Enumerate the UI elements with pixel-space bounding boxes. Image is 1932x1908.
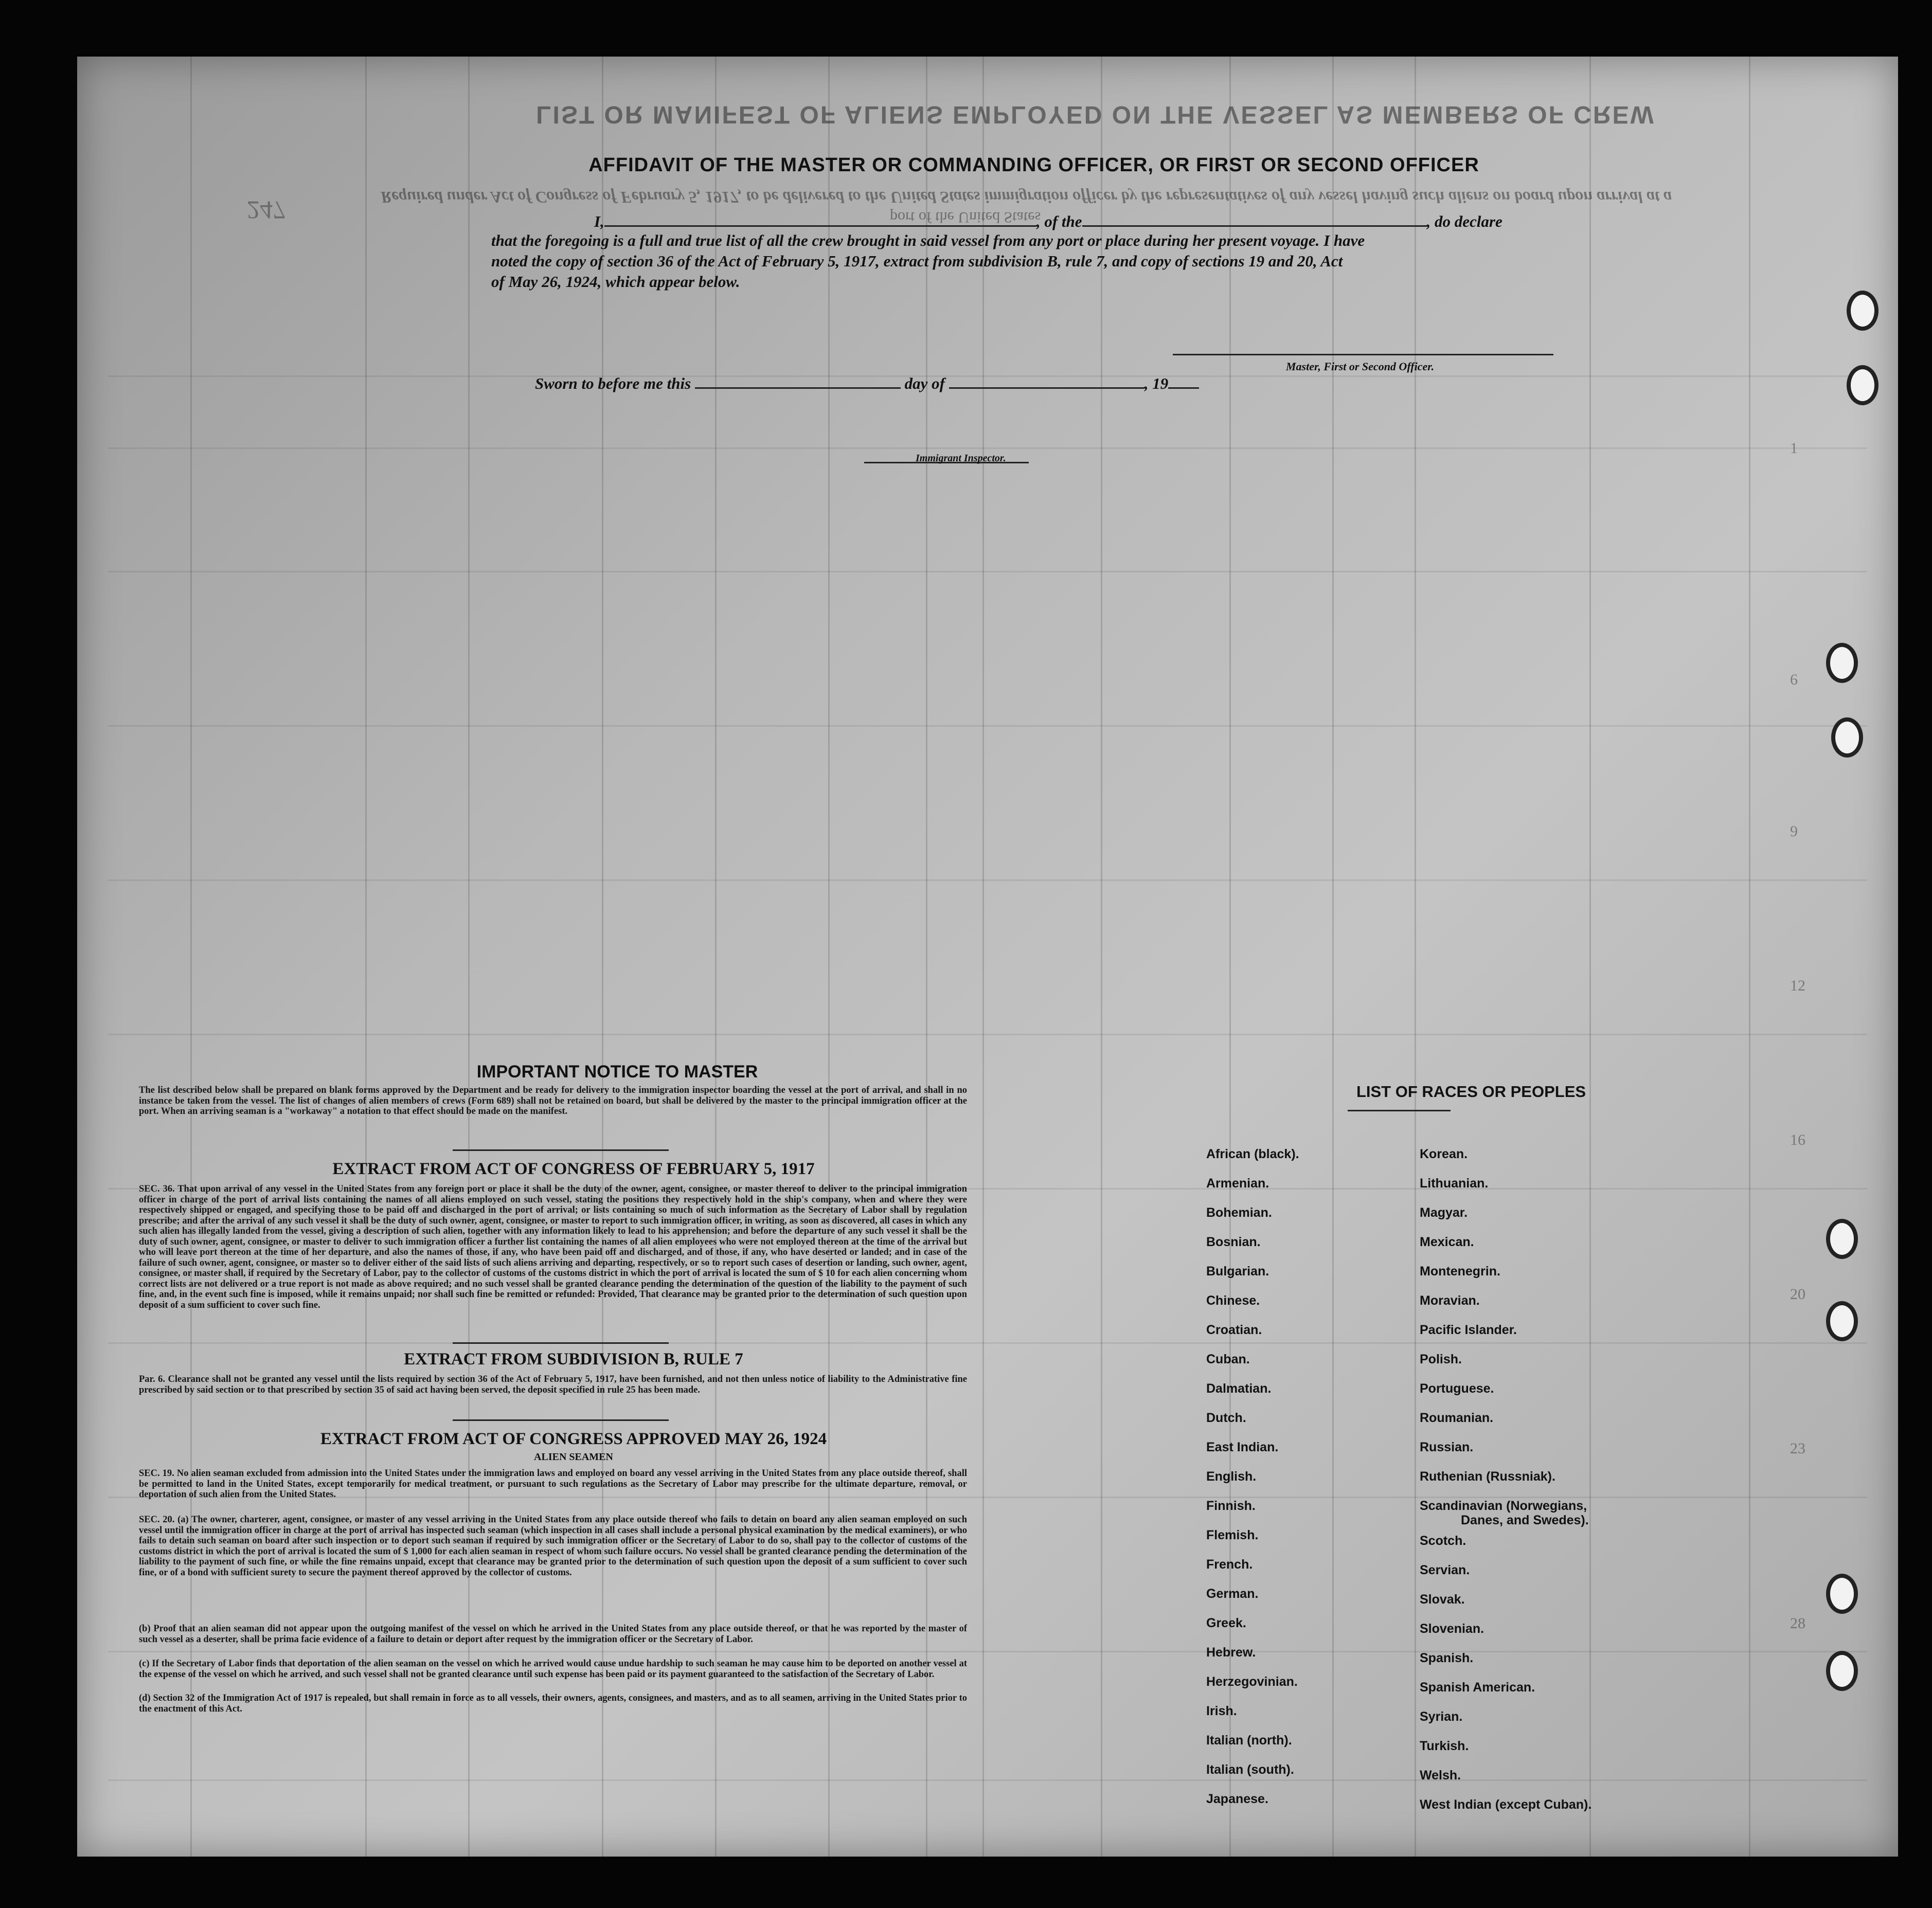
mirrored-port-line: port of the United States xyxy=(890,209,1041,226)
race-item: Magyar. xyxy=(1420,1205,1468,1220)
sworn-month-field[interactable] xyxy=(949,373,1144,389)
ghost-row-number: 9 xyxy=(1790,823,1798,840)
race-item: Servian. xyxy=(1420,1563,1470,1577)
race-item: Pacific Islander. xyxy=(1420,1323,1517,1337)
affidavit-of-the: , of the xyxy=(1036,212,1082,230)
affidavit-line-4: of May 26, 1924, which appear below. xyxy=(491,273,740,291)
sworn-day-field[interactable] xyxy=(695,373,901,389)
affidavit-title: AFFIDAVIT OF THE MASTER OR COMMANDING OFFICER, OR FIRST OR SECOND OFFICER xyxy=(588,154,1479,176)
race-item: Danes, and Swedes). xyxy=(1461,1513,1589,1527)
race-item: African (black). xyxy=(1206,1147,1299,1161)
grid-line xyxy=(108,571,1867,572)
grid-line xyxy=(1101,57,1102,1857)
vessel-name-field[interactable] xyxy=(1082,211,1427,227)
notice-body: The list described below shall be prepared on blank forms approved by the Department and be ready for delivery to the immigration inspector boarding the vessel at the port of arrival, and shall in no instance be taken from the vessel. The list of changes of alien members of crews (Form 689) shall not be retained on board, but shall be delivered by the master to the principal immigration officer at the port. When an arriving seaman is a "workaway" a notation to that effect should be made on the manifest. xyxy=(139,1085,967,1117)
grid-line xyxy=(926,57,927,1857)
punch-hole-icon xyxy=(1847,365,1879,405)
affidavit-declare: , do declare xyxy=(1426,212,1502,230)
section-divider xyxy=(453,1149,669,1151)
race-item: Roumanian. xyxy=(1420,1411,1494,1425)
race-item: Flemish. xyxy=(1206,1528,1259,1542)
race-item: Herzegovinian. xyxy=(1206,1675,1298,1689)
race-item: Cuban. xyxy=(1206,1352,1250,1366)
punch-hole-icon xyxy=(1826,643,1858,683)
race-item: Spanish American. xyxy=(1420,1680,1535,1695)
race-item: West Indian (except Cuban). xyxy=(1420,1797,1592,1812)
affidavit-line-2: that the foregoing is a full and true list of all the crew brought in said vessel from any port or place during her present voyage. I have xyxy=(491,231,1365,249)
section-divider xyxy=(453,1342,669,1344)
ghost-row-number: 12 xyxy=(1790,977,1805,994)
race-item: Montenegrin. xyxy=(1420,1264,1500,1279)
sworn-line xyxy=(535,373,1199,393)
grid-line xyxy=(982,57,984,1857)
race-item: Dalmatian. xyxy=(1206,1381,1272,1396)
races-title: LIST OF RACES OR PEOPLES xyxy=(1356,1083,1586,1101)
extract-1924-sec19: SEC. 19. No alien seaman excluded from admission into the United States under the immigration laws and employed on board any vessel arriving in the United States from any place outside thereof, shall be permitted to land in the United States, except temporarily for medical treatment, or pursuant to such regulations as the Secretary of Labor may prescribe for the ultimate departure, removal, or deportation of such alien from the United States. xyxy=(139,1468,967,1500)
grid-line xyxy=(602,57,603,1857)
race-item: Welsh. xyxy=(1420,1768,1461,1783)
race-item: Syrian. xyxy=(1420,1709,1463,1724)
race-item: Croatian. xyxy=(1206,1323,1262,1337)
page-number: 247 xyxy=(247,196,285,225)
punch-hole-icon xyxy=(1831,717,1863,758)
punch-hole-icon xyxy=(1826,1651,1858,1691)
grid-line xyxy=(1749,57,1750,1857)
day-of-text: day of xyxy=(904,374,945,392)
ghost-row-number: 1 xyxy=(1790,440,1798,457)
grid-line xyxy=(715,57,717,1857)
extract-rule7-title: EXTRACT FROM SUBDIVISION B, RULE 7 xyxy=(404,1350,743,1369)
race-item: Scandinavian (Norwegians, xyxy=(1420,1499,1587,1513)
year-prefix: , 19 xyxy=(1144,374,1169,392)
mirrored-manifest-title: LIST OR MANIFEST OF ALIENS EMPLOYED ON THE VESSEL AS MEMBERS OF CREW xyxy=(536,101,1655,128)
ghost-row-number: 6 xyxy=(1790,671,1798,688)
grid-line xyxy=(190,57,192,1857)
punch-hole-icon xyxy=(1847,291,1879,331)
inspector-caption: Immigrant Inspector. xyxy=(916,453,1006,464)
extract-1924-sec20a: SEC. 20. (a) The owner, charterer, agent, consignee, or master of any vessel arriving in the United States from any place outside thereof who fails to detain on board any alien seaman employed on such vessel until the immigration officer in charge at the port of arrival has inspected such seaman (which inspection in all cases shall include a personal physical examination by the medical examiners), or who fails to detain such seaman on board after such inspection or to deport such seaman if required by such immigration officer or the Secretary of Labor to do so, shall pay to the collector of customs of the customs district in which the port of arrival is located the sum of $ 1,000 for each alien seaman in respect of whom such failure occurs. No vessel shall be granted clearance pending the determination of the liability to the payment of such fine, or while the fine remains unpaid, except that clearance may be granted prior to the determination of such question upon the deposit of a sum sufficient to cover such fine, or of a bond with sufficient surety to secure the payment thereof approved by the collector of customs. xyxy=(139,1515,967,1578)
extract-1917-title: EXTRACT FROM ACT OF CONGRESS OF FEBRUARY 5, 1917 xyxy=(332,1160,815,1178)
race-item: Bulgarian. xyxy=(1206,1264,1269,1279)
race-item: Hebrew. xyxy=(1206,1645,1256,1660)
race-item: Spanish. xyxy=(1420,1651,1474,1665)
mirrored-manifest-subtitle: Required under Act of Congress of February 5, 1917, to be delivered to the United States immigration officer by the representatives of any vessel having such aliens on board upon arrival at a xyxy=(380,188,1672,207)
affidavit-line-1 xyxy=(538,211,1502,231)
race-item: German. xyxy=(1206,1587,1259,1601)
race-item: Slovak. xyxy=(1420,1592,1465,1607)
grid-line xyxy=(1415,57,1416,1857)
affidavit-line-3: noted the copy of section 36 of the Act of February 5, 1917, extract from subdivision B, rule 7, and copy of sections 19 and 20, Act xyxy=(491,252,1343,270)
race-item: East Indian. xyxy=(1206,1440,1279,1454)
extract-1924-sec20d: (d) Section 32 of the Immigration Act of 1917 is repealed, but shall remain in force as to all vessels, their owners, agents, consignees, and masters, and as to all seamen, arriving in the United States prior to the enactment of this Act. xyxy=(139,1693,967,1714)
grid-line xyxy=(1589,57,1591,1857)
ghost-row-number: 28 xyxy=(1790,1615,1805,1632)
grid-line xyxy=(1332,57,1334,1857)
grid-line xyxy=(365,57,367,1857)
grid-line xyxy=(108,1342,1867,1344)
race-item: Irish. xyxy=(1206,1704,1237,1718)
extract-1924-sec20b: (b) Proof that an alien seaman did not appear upon the outgoing manifest of the vessel on which he arrived in the United States from any place outside thereof, or that he was reported by the master of such vessel as a deserter, shall be prima facie evidence of a failure to detain or deport after request by the immigration officer or the Secretary of Labor. xyxy=(139,1624,967,1645)
race-item: Finnish. xyxy=(1206,1499,1256,1513)
sworn-text: Sworn to before me this xyxy=(535,374,691,392)
grid-line xyxy=(828,57,830,1857)
race-item: Mexican. xyxy=(1420,1235,1474,1249)
race-item: Portuguese. xyxy=(1420,1381,1494,1396)
sworn-year-field[interactable] xyxy=(1168,373,1199,389)
signature-caption: Master, First or Second Officer. xyxy=(1286,360,1435,373)
race-item: Korean. xyxy=(1420,1147,1468,1161)
race-item: Armenian. xyxy=(1206,1176,1269,1191)
race-item: Bohemian. xyxy=(1206,1205,1272,1220)
race-item: Greek. xyxy=(1206,1616,1246,1630)
grid-line xyxy=(108,1779,1867,1781)
affidavit-i: I, xyxy=(594,212,604,230)
extract-1924-subtitle: ALIEN SEAMEN xyxy=(534,1451,613,1463)
race-item: Italian (north). xyxy=(1206,1733,1292,1748)
ghost-row-number: 16 xyxy=(1790,1131,1805,1148)
race-item: Russian. xyxy=(1420,1440,1474,1454)
ghost-row-number: 23 xyxy=(1790,1440,1805,1457)
race-item: Polish. xyxy=(1420,1352,1462,1366)
race-item: Scotch. xyxy=(1420,1534,1466,1548)
extract-1924-sec20c: (c) If the Secretary of Labor finds that deportation of the alien seaman on the vessel on which he arrived would cause undue hardship to such seaman he may cause him to be deported on another vessel at the expense of the vessel on which he arrived, and such vessel shall not be granted clearance until such expense has been paid or its payment guaranteed to the satisfaction of the Secretary of Labor. xyxy=(139,1659,967,1680)
manifest-sheet xyxy=(77,57,1898,1857)
grid-line xyxy=(108,1034,1867,1035)
race-item: Japanese. xyxy=(1206,1792,1268,1806)
grid-line xyxy=(468,57,470,1857)
declarant-name-field[interactable] xyxy=(604,211,1036,227)
grid-line xyxy=(108,725,1867,727)
race-item: Slovenian. xyxy=(1420,1622,1484,1636)
race-item: Turkish. xyxy=(1420,1739,1469,1753)
notice-title: IMPORTANT NOTICE TO MASTER xyxy=(476,1062,758,1082)
extract-rule7-body: Par. 6. Clearance shall not be granted any vessel until the lists required by section 36 of the Act of February 5, 1917, have been furnished, and not then unless notice of liability to the Administrative fine prescribed by said section or to that prescribed by section 35 of said act having been served, the deposit specified in rule 25 has been made. xyxy=(139,1374,967,1395)
grid-line xyxy=(108,879,1867,881)
race-item: English. xyxy=(1206,1469,1257,1484)
grid-line xyxy=(108,1651,1867,1652)
race-item: Lithuanian. xyxy=(1420,1176,1489,1191)
section-divider xyxy=(453,1419,669,1421)
punch-hole-icon xyxy=(1826,1219,1858,1259)
races-divider xyxy=(1348,1110,1451,1111)
master-signature-field[interactable] xyxy=(1173,339,1553,355)
ghost-row-number: 20 xyxy=(1790,1286,1805,1303)
extract-1917-body: SEC. 36. That upon arrival of any vessel in the United States from any foreign port or place it shall be the duty of the owner, agent, consignee, or master thereof to deliver to the principal immigration officer in charge of the port of arrival lists containing the names of all aliens employed on such vessel, stating the positions they respectively hold in the ship's company, when and where they were respectively shipped or engaged, and specifying those to be paid off and discharged in the port of arrival; or lists containing so much of such information as the Secretary of Labor shall by regulation prescribe; and after the arrival of any such vessel it shall be the duty of such owner, agent, consignee, or master to report to such immigration officer, in writing, as soon as discovered, all cases in which any such alien has illegally landed from the vessel, giving a description of such alien, together with any information likely to lead to his apprehension; and before the departure of any such vessel it shall be the duty of such owner, agent, consignee, or master to deliver to such immigration officer a further list containing the names of all alien employees who were not employed thereon at the time of the arrival but who will leave port thereon at the time of her departure, and also the names of those, if any, who have been paid off and discharged, and of those, if any, who have deserted or landed; and in case of the failure of such owner, agent, consignee, or master so to deliver either of the said lists of such aliens arriving and departing, respectively, or so to report such cases of desertion or landing, such owner, agent, consignee, or master shall, if required by the Secretary of Labor, pay to the collector of customs of the customs district in which the port of arrival is located the sum of $ 10 for each alien concerning whom correct lists are not delivered or a true report is not made as above required; and no such vessel shall be granted clearance pending the determination of the question of the liability to the payment of such fine, and, in the event such fine is imposed, while it remains unpaid; nor shall such fine be remitted or refunded: Provided, That clearance may be granted prior to the determination of such question upon deposit of a sum sufficient to cover such fine. xyxy=(139,1184,967,1310)
extract-1924-title: EXTRACT FROM ACT OF CONGRESS APPROVED MAY 26, 1924 xyxy=(320,1430,827,1448)
race-item: Dutch. xyxy=(1206,1411,1246,1425)
punch-hole-icon xyxy=(1826,1574,1858,1614)
race-item: French. xyxy=(1206,1557,1253,1572)
punch-hole-icon xyxy=(1826,1301,1858,1341)
race-item: Chinese. xyxy=(1206,1293,1260,1308)
race-item: Moravian. xyxy=(1420,1293,1480,1308)
race-item: Bosnian. xyxy=(1206,1235,1261,1249)
race-item: Italian (south). xyxy=(1206,1762,1294,1777)
race-item: Ruthenian (Russniak). xyxy=(1420,1469,1555,1484)
